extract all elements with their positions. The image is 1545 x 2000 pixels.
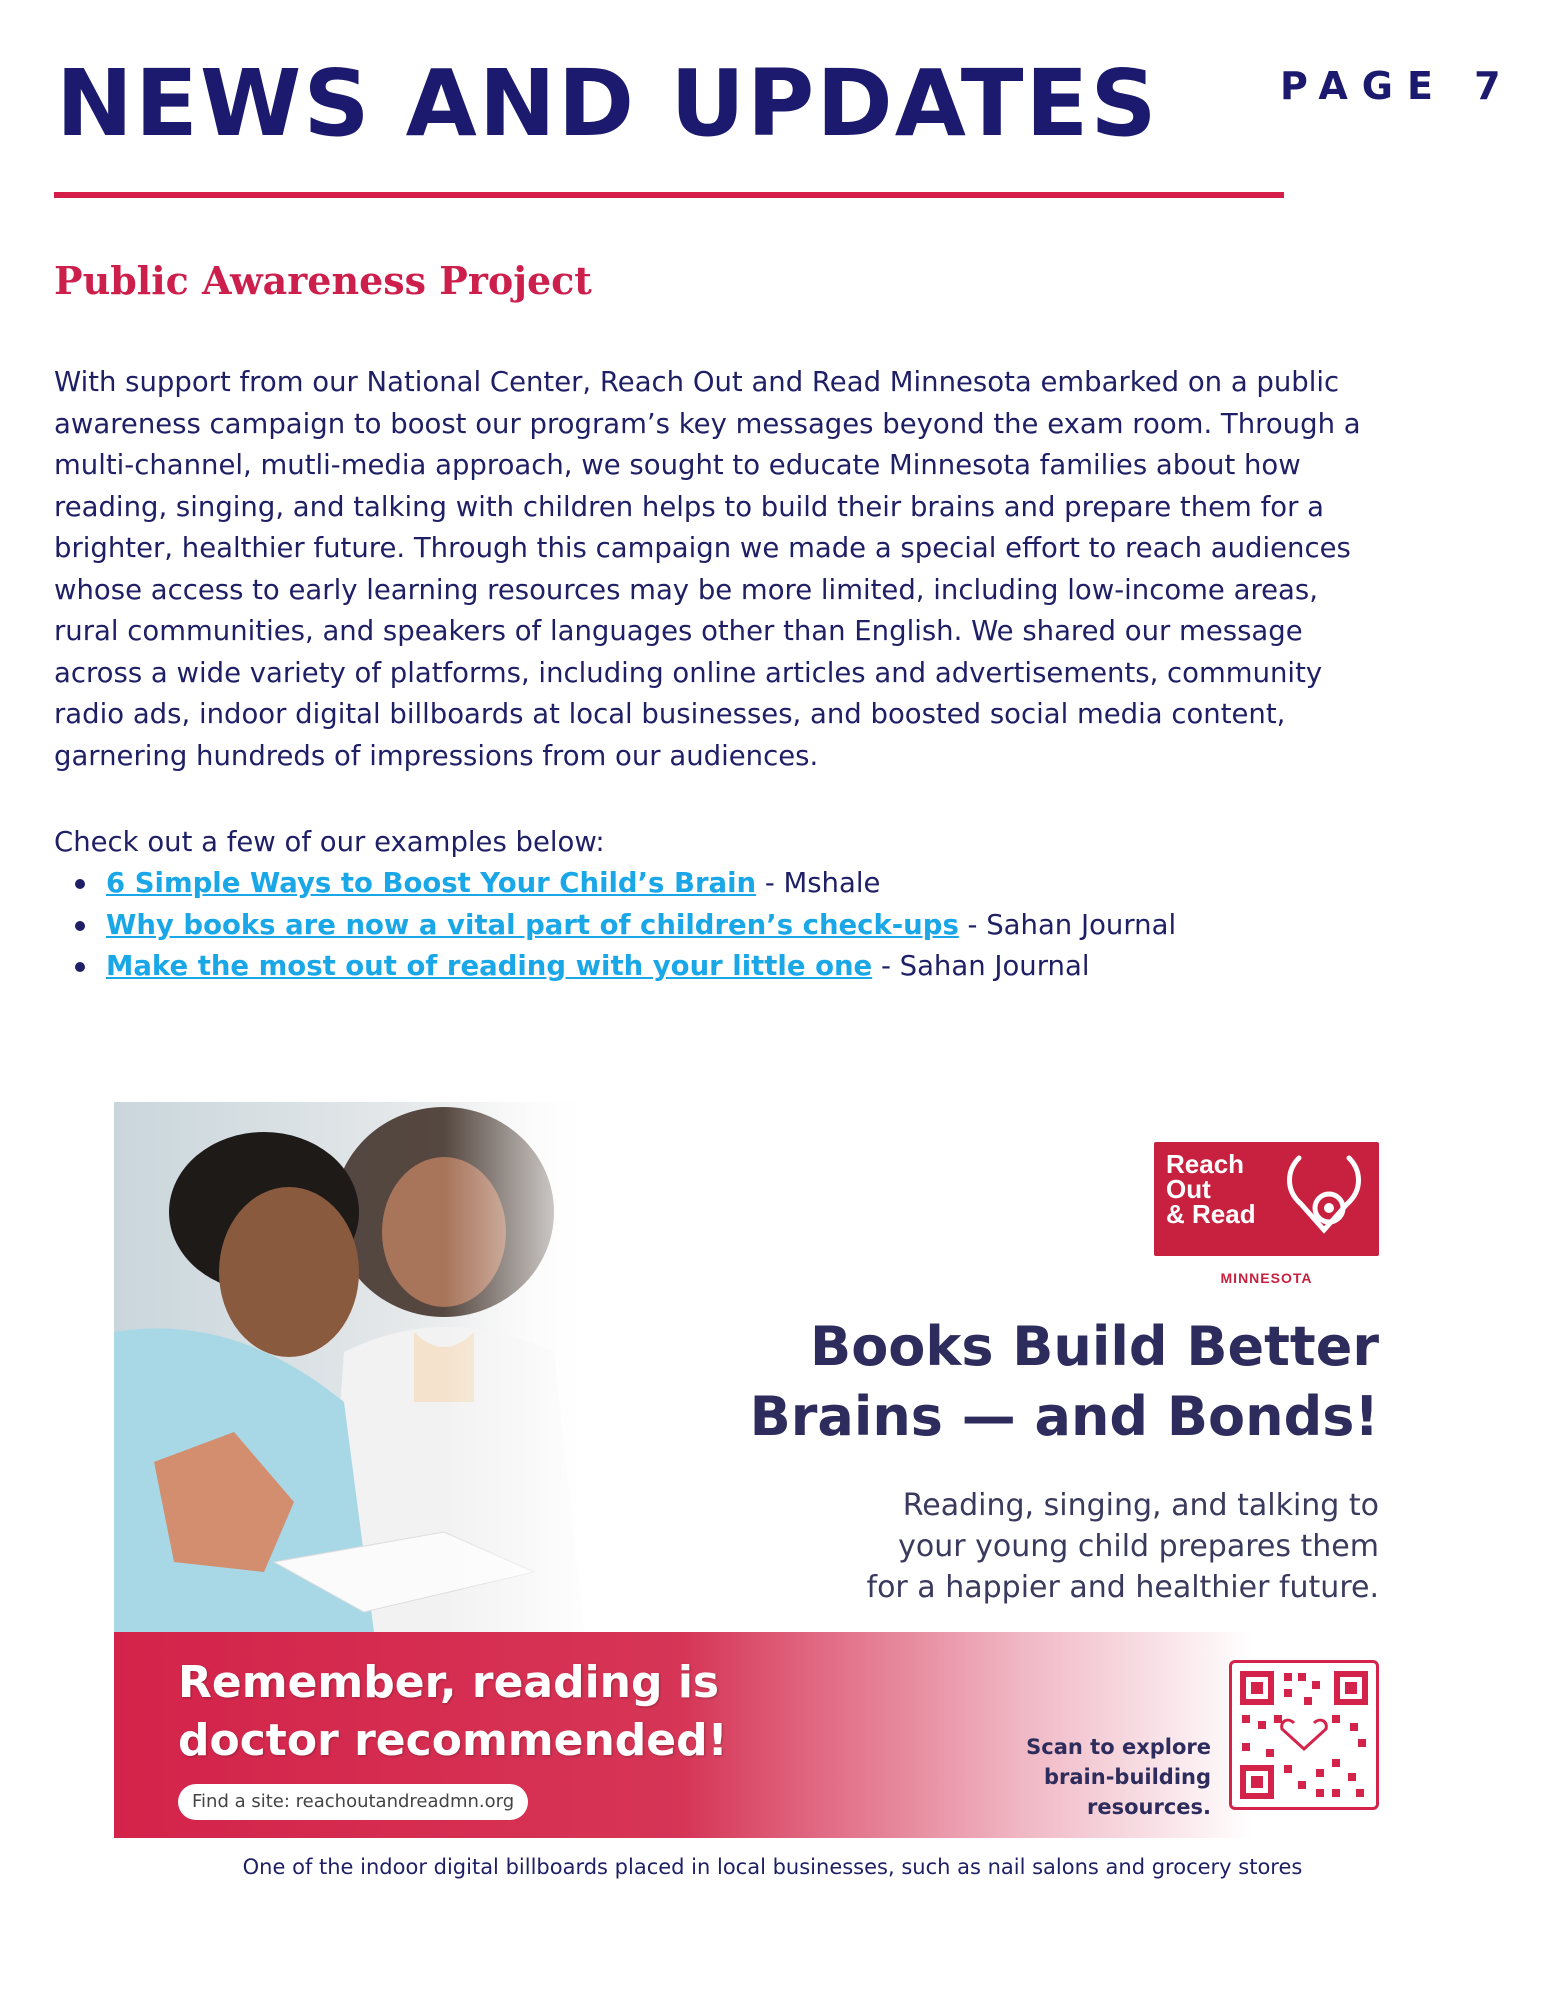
body-line: across a wide variety of platforms, including online articles and advertisements, community: [54, 656, 1323, 689]
example-link-checkups[interactable]: Why books are now a vital part of children’s check-ups: [106, 908, 959, 941]
billboard-subtext: Reading, singing, and talking to your young child prepares them for a happier and healthier future.: [866, 1488, 1379, 1605]
qr-code-icon: [1232, 1663, 1376, 1807]
body-line: rural communities, and speakers of languages other than English. We shared our message: [54, 615, 1303, 647]
body-paragraph: [54, 362, 1494, 777]
page-number: PAGE 7: [1280, 64, 1515, 108]
body-line: garnering hundreds of impressions from our audiences.: [54, 739, 819, 772]
body-line: awareness campaign to boost our program’s key messages beyond the exam room. Through a: [54, 407, 1361, 440]
billboard-band: [114, 1632, 1379, 1838]
stethoscope-heart-icon: [1279, 1150, 1369, 1246]
list-item: [54, 946, 1176, 988]
find-a-site-pill: Find a site: reachoutandreadmn.org: [178, 1784, 528, 1820]
section-title: Public Awareness Project: [54, 258, 592, 303]
billboard-image: [114, 1102, 1379, 1838]
billboard-band-title: Remember, reading is doctor recommended!: [178, 1657, 728, 1766]
list-item: [54, 863, 1176, 905]
body-line: radio ads, indoor digital billboards at local businesses, and boosted social media content,: [54, 698, 1286, 730]
example-source: - Sahan Journal: [872, 950, 1090, 982]
body-line: brighter, healthier future. Through this campaign we made a special effort to reach audiences: [54, 532, 1351, 564]
page-title: NEWS AND UPDATES: [56, 50, 1159, 157]
billboard-headline: Books Build Better Brains — and Bonds!: [749, 1315, 1379, 1448]
example-link-reading-little-one[interactable]: Make the most out of reading with your little one: [106, 950, 873, 982]
body-line: reading, singing, and talking with children helps to build their brains and prepare them for a: [54, 490, 1324, 523]
logo-region: MINNESOTA: [1220, 1270, 1313, 1286]
example-source: - Mshale: [756, 867, 881, 899]
body-line: whose access to early learning resources may be more limited, including low-income areas,: [54, 573, 1318, 606]
logo-text: Reach Out & Read: [1166, 1149, 1256, 1229]
list-item: [54, 905, 1176, 947]
reach-out-read-logo: [1154, 1142, 1379, 1256]
body-line: multi-channel, mutli-media approach, we sought to educate Minnesota families about how: [54, 449, 1301, 481]
qr-code: [1229, 1660, 1379, 1810]
examples-list: [54, 863, 1176, 988]
scan-text: Scan to explore brain-building resources.: [1026, 1735, 1211, 1819]
body-line: With support from our National Center, Reach Out and Read Minnesota embarked on a public: [54, 366, 1340, 398]
header-divider: [54, 192, 1284, 198]
example-link-boost-brain[interactable]: 6 Simple Ways to Boost Your Child’s Brain: [106, 867, 757, 899]
image-caption: One of the indoor digital billboards placed in local businesses, such as nail salons and grocery stores: [242, 1855, 1303, 1879]
examples-intro: Check out a few of our examples below:: [54, 826, 605, 858]
example-source: - Sahan Journal: [958, 908, 1177, 941]
